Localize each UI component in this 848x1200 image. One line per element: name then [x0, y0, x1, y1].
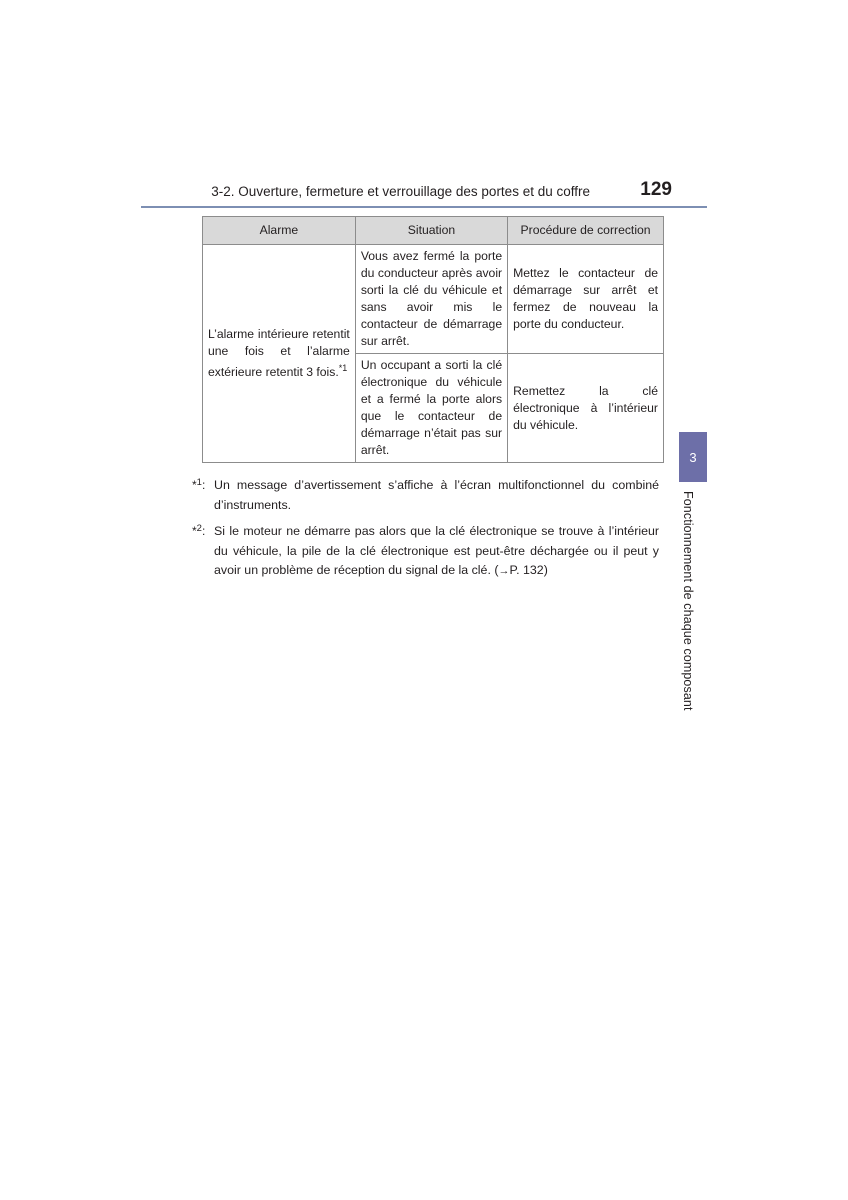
table-row	[203, 245, 664, 354]
alarm-note-ref: *1	[338, 363, 348, 373]
chapter-tab[interactable]	[679, 432, 707, 482]
alarm-table	[202, 216, 664, 463]
arrow-icon: →	[498, 565, 510, 577]
footnote-text: Un message d’avertissement s’affiche à l’écran multifonctionnel du combiné d’instruments.	[214, 478, 659, 512]
column-header-correction: Procédure de correction	[508, 217, 664, 245]
table-header-row	[203, 217, 664, 245]
footnote-marker: *$^2$:	[192, 523, 206, 538]
column-header-situation: Situation	[355, 217, 507, 245]
correction-cell: Mettez le contacteur de démarrage sur arrêt et fermez de nouveau la porte du conducteur.	[508, 245, 664, 354]
footnote-marker: *$^1$:	[192, 477, 206, 492]
alarm-text: L’alarme intérieure retentit une fois et l’alarme extérieure retentit 3 fois.	[208, 327, 350, 379]
header-rule	[141, 206, 707, 208]
correction-cell: Remettez la clé électronique à l’intérieur du véhicule.	[508, 354, 664, 463]
situation-cell: Un occupant a sorti la clé électronique du véhicule et a fermé la porte alors que le contacteur de démarrage n’était pas sur arrêt.	[355, 354, 507, 463]
page-number: 129	[640, 179, 672, 200]
chapter-title: Fonctionnement de chaque composant	[681, 491, 695, 711]
column-header-alarme: Alarme	[203, 217, 356, 245]
alarm-cell	[203, 245, 356, 463]
footnote-2	[192, 522, 659, 582]
page-reference-link[interactable]: P. 132)	[509, 563, 548, 577]
footnote-1	[192, 476, 659, 515]
footnote-text: Si le moteur ne démarre pas alors que la clé électronique se trouve à l’intérieur du véhicule, la pile de la clé électronique est peut-être déchargée ou il peut y avoir un problème de réception du signal de la clé. (	[214, 524, 659, 577]
chapter-number: 3	[689, 449, 697, 465]
section-title: 3-2. Ouverture, fermeture et verrouillage des portes et du coffre	[211, 184, 590, 199]
situation-cell: Vous avez fermé la porte du conducteur après avoir sorti la clé du véhicule et sans avoir mis le contacteur de démarrage sur arrêt.	[355, 245, 507, 354]
